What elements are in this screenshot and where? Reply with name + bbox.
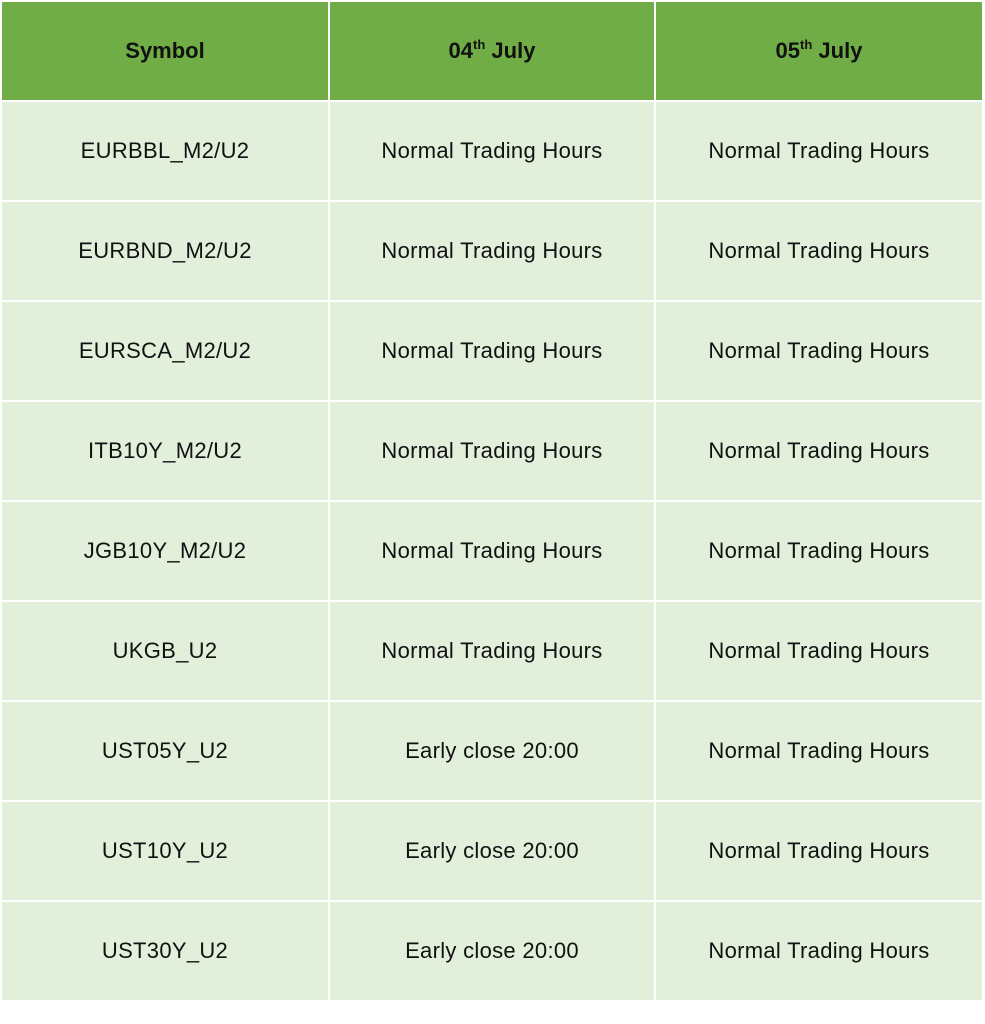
header-day2-month: July — [818, 38, 863, 63]
header-day2 — [655, 1, 983, 101]
day2-cell: Normal Trading Hours — [655, 401, 983, 501]
day1-cell: Normal Trading Hours — [329, 201, 655, 301]
table-row — [1, 501, 983, 601]
day2-cell: Normal Trading Hours — [655, 501, 983, 601]
table-row — [1, 701, 983, 801]
symbol-cell: UST30Y_U2 — [1, 901, 329, 1001]
day2-cell: Normal Trading Hours — [655, 201, 983, 301]
symbol-cell: JGB10Y_M2/U2 — [1, 501, 329, 601]
table-row — [1, 401, 983, 501]
day1-cell: Normal Trading Hours — [329, 401, 655, 501]
day2-cell: Normal Trading Hours — [655, 101, 983, 201]
table-row — [1, 201, 983, 301]
symbol-cell: EURBBL_M2/U2 — [1, 101, 329, 201]
table-row — [1, 901, 983, 1001]
day2-cell: Normal Trading Hours — [655, 901, 983, 1001]
symbol-cell: EURSCA_M2/U2 — [1, 301, 329, 401]
day1-cell: Early close 20:00 — [329, 701, 655, 801]
day1-cell: Early close 20:00 — [329, 801, 655, 901]
header-day2-suffix: th — [800, 37, 813, 52]
day2-cell: Normal Trading Hours — [655, 801, 983, 901]
table-row — [1, 601, 983, 701]
symbol-cell: UST10Y_U2 — [1, 801, 329, 901]
header-row — [1, 1, 983, 101]
header-day2-num: 05 — [775, 38, 801, 63]
table-row — [1, 801, 983, 901]
header-day1-suffix: th — [473, 37, 486, 52]
header-day1-month: July — [491, 38, 536, 63]
header-day1 — [329, 1, 655, 101]
day2-cell: Normal Trading Hours — [655, 701, 983, 801]
header-day1-num: 04 — [448, 38, 474, 63]
table-row — [1, 301, 983, 401]
day1-cell: Normal Trading Hours — [329, 301, 655, 401]
table-row — [1, 101, 983, 201]
header-symbol: Symbol — [1, 1, 329, 101]
symbol-cell: ITB10Y_M2/U2 — [1, 401, 329, 501]
day1-cell: Early close 20:00 — [329, 901, 655, 1001]
day1-cell: Normal Trading Hours — [329, 501, 655, 601]
day1-cell: Normal Trading Hours — [329, 101, 655, 201]
day2-cell: Normal Trading Hours — [655, 601, 983, 701]
symbol-cell: EURBND_M2/U2 — [1, 201, 329, 301]
symbol-cell: UST05Y_U2 — [1, 701, 329, 801]
day1-cell: Normal Trading Hours — [329, 601, 655, 701]
day2-cell: Normal Trading Hours — [655, 301, 983, 401]
symbol-cell: UKGB_U2 — [1, 601, 329, 701]
